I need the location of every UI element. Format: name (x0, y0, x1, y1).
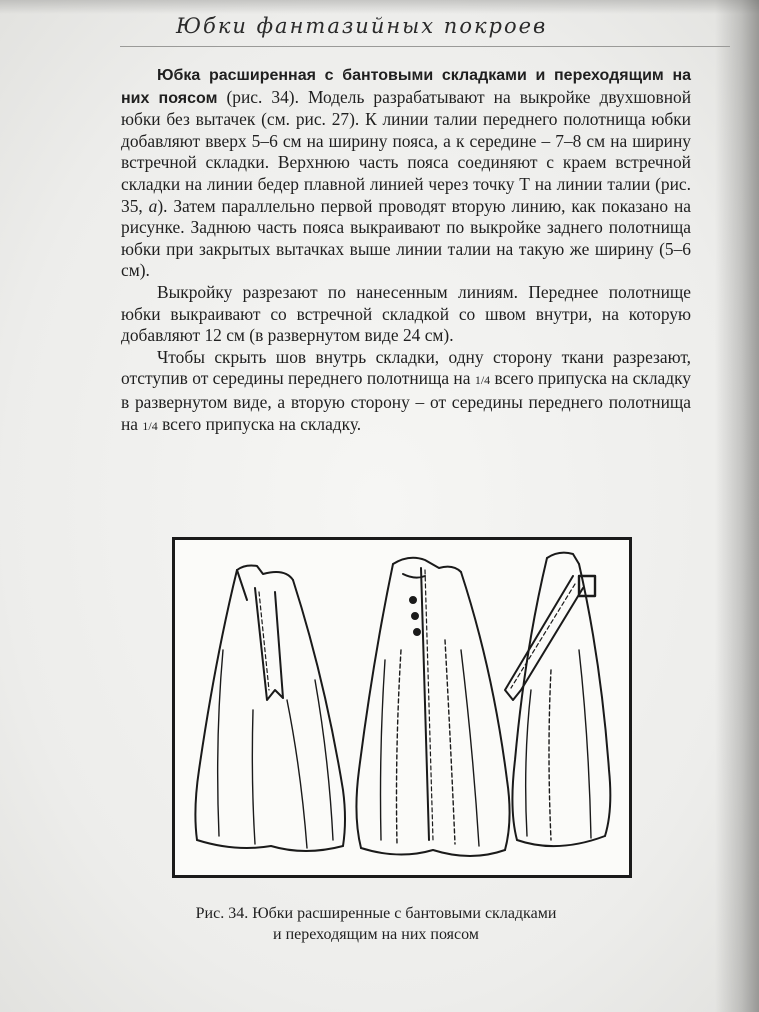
paragraph-3-text-a: Чтобы скрыть шов внутрь складки, одну сторону ткани разрезают, отступив от середины переднего полотнища на (121, 346, 691, 389)
figure-caption (120, 903, 632, 945)
paragraph-1-text: (рис. 34). Модель разрабатывают на выкройке двухшовной юбки без вытачек (см. рис. 27). К линии талии переднего полотнища юбки добавляют вверх 5–6 см на ширину пояса, а к середине – 7–8 см на ширину встречной складки. Верхнюю часть пояса соединяют с краем встречной складки на линии бедер плавной линией через точку Т на линии талии (рис. 35, (121, 86, 692, 216)
paragraph-3-text-b: всего припуска на складку в развернутом виде, а вторую сторону – от середины переднего полотнища на (121, 368, 691, 434)
section-lead: Юбка расширенная с бантовыми складками и переходящим на них поясом (121, 67, 691, 107)
skirt-left-drawing (195, 566, 345, 852)
fraction-1: 1/4 (474, 373, 491, 388)
paragraph-3-text-c: всего припуска на складку. (157, 413, 362, 434)
body-text (121, 64, 691, 437)
page-top-edge (0, 0, 759, 14)
caption-line-2: и переходящим на них поясом (273, 926, 479, 943)
spine-shadow (715, 0, 759, 1012)
skirt-center-drawing (356, 558, 509, 856)
paragraph-1-italic: а (148, 195, 158, 216)
running-head: Юбки фантазийных покроев (176, 14, 548, 38)
header-rule (120, 46, 730, 47)
paragraph-3 (121, 347, 691, 437)
paragraph-1 (121, 64, 691, 282)
fraction-2: 1/4 (142, 418, 158, 433)
skirts-illustration (175, 540, 629, 875)
paragraph-2: Выкройку разрезают по нанесенным линиям. Переднее полотнище юбки выкраивают со встречной складкой со швом внутри, на которую добавляют 12 см (в развернутом виде 24 см). (121, 281, 691, 346)
caption-line-1: Рис. 34. Юбки расширенные с бантовыми складками (195, 905, 557, 922)
paragraph-1-end: ). Затем параллельно первой проводят вторую линию, как показано на рисунке. Заднюю часть пояса выкраивают по выкройке заднего полотнища юбки при закрытых вытачках выше линии талии на такую же ширину (5–6 см). (121, 195, 691, 281)
skirt-right-drawing (505, 553, 610, 846)
figure-34 (172, 537, 632, 878)
